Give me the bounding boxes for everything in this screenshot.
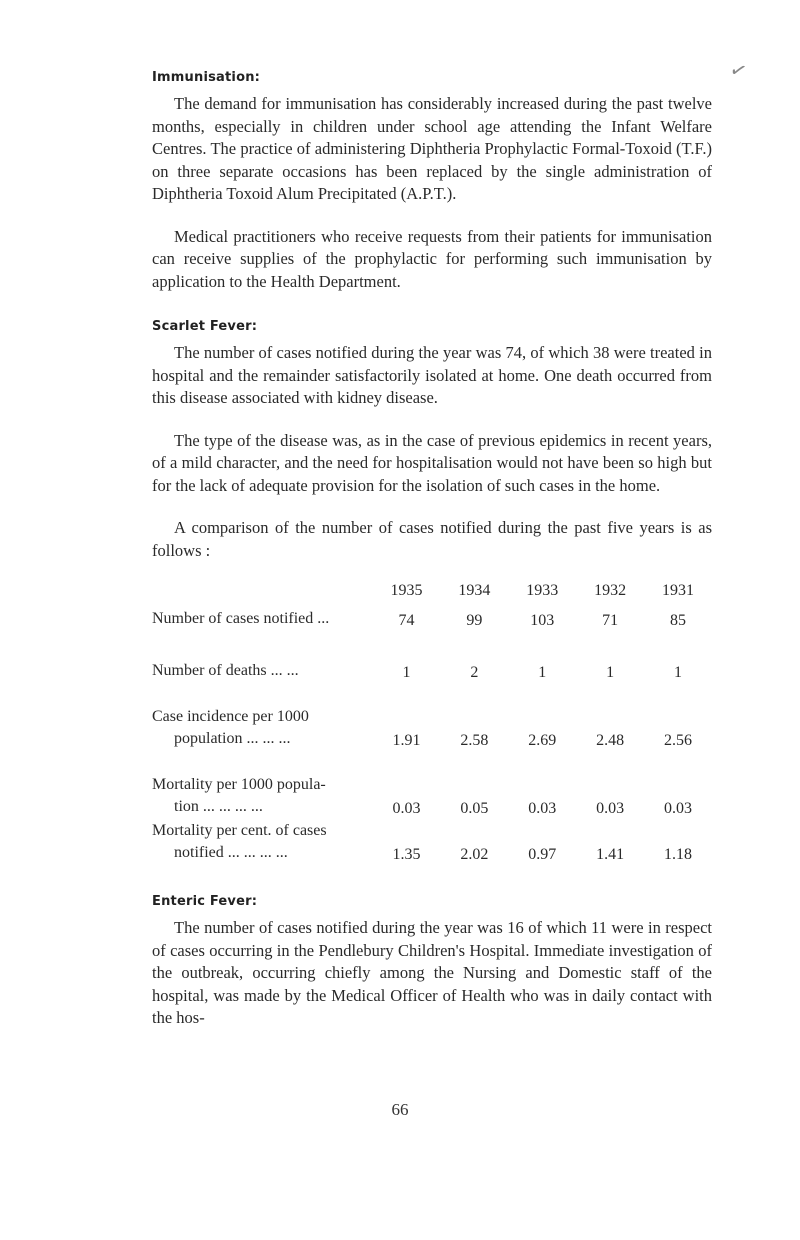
table-row <box>152 600 712 630</box>
year-header: 1933 <box>526 582 559 599</box>
table-cell: 2.58 <box>460 732 489 749</box>
table-cell: 1 <box>538 664 547 681</box>
row-label <box>152 750 373 818</box>
table-cell: 0.97 <box>528 846 557 863</box>
table-cell: 0.03 <box>596 800 625 817</box>
enteric-fever-heading: Enteric Fever: <box>152 894 258 909</box>
immunisation-paragraph-1: The demand for immunisation has considerably increased during the past twelve months, especially in children under school age attending the Infant Welfare Centres. The practice of administering Diphtheria Prophylactic Formal-Toxoid (T.F.) on three separate occasions has been replaced by the single administration of Diphtheria Toxoid Alum Precipitated (A.P.T.). <box>152 94 712 203</box>
year-header: 1934 <box>458 582 491 599</box>
row-label <box>152 818 373 864</box>
scarlet-fever-paragraph-2: The type of the disease was, as in the case of previous epidemics in recent years, of a mild character, and the need for hospitalisation would not have been so high but for the lack of adequate provision for the isolation of such cases in the home. <box>152 430 712 495</box>
table-cell: 1.41 <box>596 846 625 863</box>
row-label: Number of deaths ... ... <box>152 662 299 679</box>
row-label-line-2: notified ... ... ... ... <box>174 844 288 861</box>
year-header: 1935 <box>390 582 423 599</box>
row-label-line-2: tion ... ... ... ... <box>174 798 263 815</box>
table-cell: 0.05 <box>460 800 489 817</box>
year-header: 1931 <box>662 582 695 599</box>
immunisation-paragraph-2: Medical practitioners who receive requests from their patients for immunisation can receive supplies of the prophylactic for performing such immunisation by application to the Health Department. <box>152 226 712 291</box>
page-number: 66 <box>391 1100 409 1119</box>
table-cell: 1 <box>606 664 615 681</box>
pencil-mark: ✓ <box>726 57 750 85</box>
table-cell: 2 <box>470 664 479 681</box>
table-cell: 2.02 <box>460 846 489 863</box>
table-cell: 0.03 <box>664 800 693 817</box>
scarlet-fever-comparison-table <box>152 574 712 864</box>
table-row <box>152 682 712 750</box>
table-cell: 1.91 <box>392 732 421 749</box>
table-cell: 1.35 <box>392 846 421 863</box>
table-header-row <box>152 574 712 600</box>
table-cell: 1 <box>402 664 411 681</box>
table-cell: 71 <box>602 612 619 629</box>
table-cell: 2.56 <box>664 732 693 749</box>
table-cell: 99 <box>466 612 483 629</box>
scarlet-fever-heading: Scarlet Fever: <box>152 319 258 334</box>
immunisation-heading: Immunisation: <box>152 70 261 85</box>
row-label: Number of cases notified ... <box>152 610 330 627</box>
table-row <box>152 750 712 818</box>
table-cell: 2.69 <box>528 732 557 749</box>
table-cell: 74 <box>398 612 415 629</box>
row-label-line-1: Mortality per cent. of cases <box>152 822 327 839</box>
table-cell: 0.03 <box>392 800 421 817</box>
document-page <box>152 70 712 1030</box>
table-cell: 1.18 <box>664 846 693 863</box>
table-row <box>152 818 712 864</box>
row-label-line-1: Mortality per 1000 popula- <box>152 776 326 793</box>
table-cell: 0.03 <box>528 800 557 817</box>
scarlet-fever-paragraph-3: A comparison of the number of cases notified during the past five years is as follows : <box>152 518 712 560</box>
table-cell: 1 <box>674 664 683 681</box>
row-label-line-1: Case incidence per 1000 <box>152 708 309 725</box>
table-cell: 85 <box>670 612 687 629</box>
table-cell: 2.48 <box>596 732 625 749</box>
row-label-line-2: population ... ... ... <box>174 730 291 747</box>
scarlet-fever-paragraph-1: The number of cases notified during the year was 74, of which 38 were treated in hospital and the remainder satisfactorily isolated at home. One death occurred from this disease associated with kidney disease. <box>152 343 712 407</box>
year-header: 1932 <box>594 582 627 599</box>
table-row <box>152 630 712 682</box>
enteric-fever-paragraph-1: The number of cases notified during the year was 16 of which 11 were in respect of cases occurring in the Pendlebury Children's Hospital. Immediate investigation of the outbreak, occurring chiefly among the Nursing and Domestic staff of the hospital, was made by the Medical Officer of Health who was in daily contact with the hos- <box>152 918 712 1027</box>
row-label <box>152 682 373 750</box>
table-cell: 103 <box>530 612 555 629</box>
